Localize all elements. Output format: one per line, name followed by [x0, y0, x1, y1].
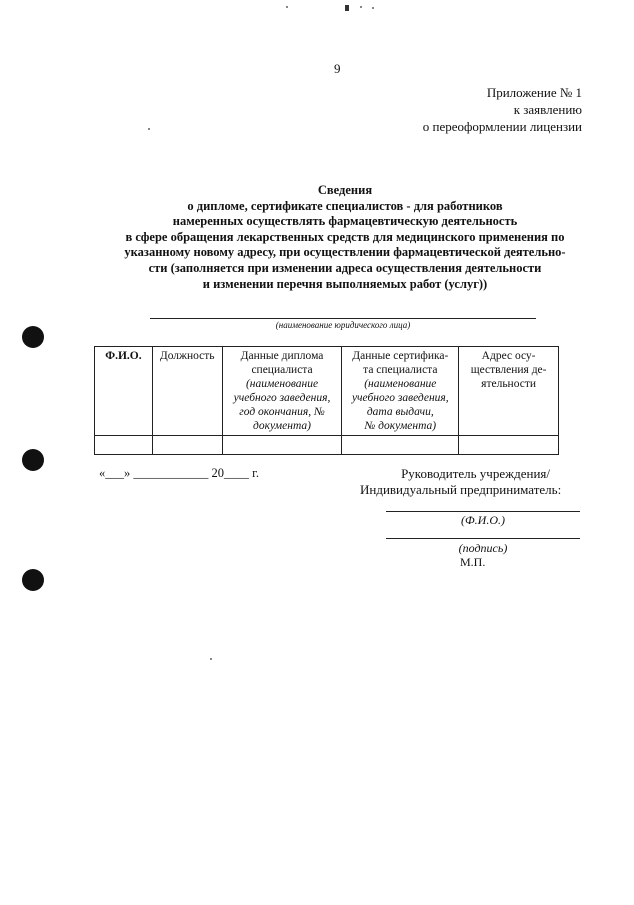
- scan-speck: [286, 6, 288, 8]
- table-cell-position[interactable]: [152, 436, 222, 455]
- signature-caption: (подпись): [458, 541, 508, 555]
- column-header-position: Должность: [152, 347, 222, 436]
- org-name-caption: (наименование юридического лица): [275, 320, 411, 330]
- specialists-table: [94, 346, 559, 455]
- scan-speck: [148, 128, 150, 130]
- appendix-line-3: о переоформлении лицензии: [422, 119, 582, 134]
- table-cell-address[interactable]: [459, 436, 559, 455]
- title-line: в сфере обращения лекарственных средств для медицинского применения по: [125, 229, 565, 244]
- appendix-line-2: к заявлению: [513, 102, 582, 117]
- title-line: указанному новому адресу, при осуществлении фармацевтической деятельно-: [124, 245, 566, 260]
- table-header-row: [95, 347, 559, 436]
- scan-speck: [372, 7, 374, 9]
- column-header-diploma: Данные диплома специалиста (наименование учебного заведения, год окончания, № документа): [222, 347, 342, 436]
- signature-line: [386, 538, 580, 539]
- stamp-label: М.П.: [460, 555, 486, 569]
- title-line: Сведения: [317, 183, 373, 197]
- fio-line: [386, 511, 580, 512]
- punch-hole-3: [22, 569, 44, 591]
- table-row: [95, 436, 559, 455]
- table-cell-diploma[interactable]: [222, 436, 342, 455]
- table-cell-certificate[interactable]: [342, 436, 459, 455]
- head-title-line-2: Индивидуальный предприниматель:: [360, 482, 562, 497]
- document-title: [70, 183, 620, 292]
- page-number: 9: [334, 61, 341, 76]
- column-header-fio: Ф.И.О.: [95, 347, 153, 436]
- appendix-title: Приложение № 1: [486, 85, 582, 100]
- column-header-certificate: Данные сертифика- та специалиста (наименование учебного заведения, дата выдачи, № документа): [342, 347, 459, 436]
- column-header-address: Адрес осу- ществления де- ятельности: [459, 347, 559, 436]
- punch-hole-2: [22, 449, 44, 471]
- table-cell-fio[interactable]: [95, 436, 153, 455]
- scan-speck: [360, 6, 362, 8]
- appendix-header: [423, 84, 582, 135]
- head-signature-block: [360, 466, 562, 498]
- punch-hole-1: [22, 326, 44, 348]
- fio-caption: (Ф.И.О.): [461, 513, 505, 527]
- title-line: сти (заполняется при изменении адреса осуществления деятельности: [148, 260, 542, 275]
- title-line: и изменении перечня выполняемых работ (услуг)): [202, 276, 488, 291]
- scan-speck: [210, 658, 212, 660]
- scan-speck: [345, 5, 349, 11]
- title-line: намеренных осуществлять фармацевтическую деятельность: [172, 214, 518, 229]
- date-line: «___» ____________ 20____ г.: [99, 466, 259, 480]
- org-name-line: [150, 318, 536, 319]
- title-line: о дипломе, сертификате специалистов - для работников: [187, 198, 503, 213]
- head-title-line-1: Руководитель учреждения/: [401, 466, 550, 481]
